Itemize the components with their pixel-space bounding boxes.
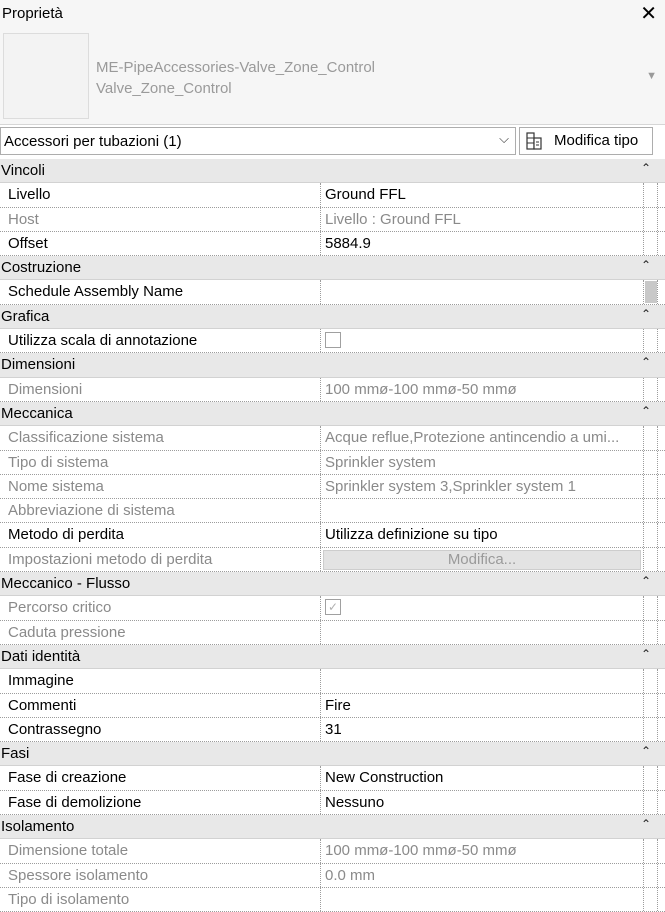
- dropdown-arrow-icon[interactable]: ▼: [646, 70, 657, 82]
- property-value[interactable]: 5884.9: [325, 234, 371, 252]
- property-name: Tipo di isolamento: [0, 888, 321, 911]
- property-row: [0, 208, 665, 232]
- property-value: 0.0 mm: [325, 866, 376, 884]
- collapse-icon[interactable]: ⌃: [641, 161, 652, 175]
- checkbox-checked-icon: ✓: [325, 599, 341, 615]
- property-row: [0, 232, 665, 256]
- property-value[interactable]: Fire: [325, 696, 351, 714]
- property-value[interactable]: 31: [325, 720, 342, 738]
- property-name: Schedule Assembly Name: [0, 280, 321, 303]
- property-row: [0, 475, 665, 499]
- category-name: Costruzione: [1, 259, 82, 277]
- collapse-icon[interactable]: ⌃: [641, 306, 652, 321]
- scrollbar-track[interactable]: [643, 548, 658, 571]
- property-value: 100 mmø-100 mmø-50 mmø: [325, 380, 517, 398]
- scrollbar-track[interactable]: [643, 451, 658, 474]
- property-name: Abbreviazione di sistema: [0, 499, 321, 522]
- type-label: Valve_Zone_Control: [96, 80, 232, 97]
- family-name: ME-PipeAccessories-Valve_Zone_Control: [96, 59, 376, 76]
- category-header[interactable]: [0, 305, 665, 329]
- property-name: Offset: [0, 232, 321, 255]
- collapse-icon[interactable]: ⌃: [641, 574, 652, 589]
- property-row: [0, 791, 665, 815]
- property-row: [0, 669, 665, 693]
- scrollbar-track[interactable]: [643, 839, 658, 862]
- collapse-icon[interactable]: ⌃: [641, 817, 652, 832]
- checkbox[interactable]: [325, 332, 341, 348]
- property-name: Impostazioni metodo di perdita: [0, 548, 321, 571]
- property-name: Fase di creazione: [0, 766, 321, 789]
- category-header[interactable]: [0, 572, 665, 596]
- category-name: Meccanico - Flusso: [1, 575, 131, 593]
- property-name: Dimensioni: [0, 378, 321, 401]
- type-preview-image: [3, 33, 89, 119]
- property-name: Utilizza scala di annotazione: [0, 329, 321, 352]
- property-name: Spessore isolamento: [0, 864, 321, 887]
- category-header[interactable]: [0, 815, 665, 839]
- selection-filter-row: [0, 125, 665, 156]
- category-header[interactable]: [0, 353, 665, 377]
- property-value: [325, 888, 641, 911]
- property-row: [0, 839, 665, 863]
- category-name: Dimensioni: [1, 356, 76, 374]
- properties-title-bar: [0, 0, 665, 30]
- scrollbar-track[interactable]: [643, 694, 658, 717]
- property-row: [0, 548, 665, 572]
- property-value[interactable]: [325, 329, 641, 352]
- property-name: Tipo di sistema: [0, 451, 321, 474]
- property-value: Acque reflue,Protezione antincendio a umi...: [325, 429, 620, 447]
- scrollbar-track[interactable]: [643, 329, 658, 352]
- property-value[interactable]: New Construction: [325, 769, 444, 787]
- property-name: Classificazione sistema: [0, 426, 321, 449]
- panel-title: Proprietà: [2, 5, 63, 22]
- property-row: [0, 183, 665, 207]
- scrollbar-track[interactable]: [643, 475, 658, 498]
- scrollbar-track[interactable]: [643, 499, 658, 522]
- scrollbar-track[interactable]: [643, 208, 658, 231]
- property-row: [0, 888, 665, 912]
- property-name: Contrassegno: [0, 718, 321, 741]
- property-value: [325, 621, 641, 644]
- scrollbar-track[interactable]: [643, 864, 658, 887]
- property-row: [0, 426, 665, 450]
- edit-type-icon: [526, 132, 542, 150]
- category-name: Grafica: [1, 307, 50, 325]
- property-name: Metodo di perdita: [0, 523, 321, 546]
- property-name: Percorso critico: [0, 596, 321, 619]
- scrollbar-thumb[interactable]: [645, 281, 657, 303]
- collapse-icon[interactable]: ⌃: [641, 744, 652, 759]
- property-name: Dimensione totale: [0, 839, 321, 862]
- close-icon[interactable]: ✕: [640, 3, 657, 25]
- type-name: [96, 57, 375, 99]
- collapse-icon[interactable]: ⌃: [641, 258, 652, 273]
- collapse-icon[interactable]: ⌃: [641, 646, 652, 661]
- property-name: Caduta pressione: [0, 621, 321, 644]
- property-value[interactable]: [325, 280, 641, 303]
- properties-grid: [0, 159, 665, 912]
- property-value: Sprinkler system 3,Sprinkler system 1: [325, 477, 576, 495]
- scrollbar-track[interactable]: [643, 280, 658, 303]
- scrollbar-track[interactable]: [643, 791, 658, 814]
- property-row: [0, 718, 665, 742]
- scrollbar-track[interactable]: [643, 426, 658, 449]
- property-value[interactable]: Nessuno: [325, 793, 385, 811]
- property-name: Nome sistema: [0, 475, 321, 498]
- property-row: [0, 621, 665, 645]
- collapse-icon[interactable]: ⌃: [641, 403, 652, 418]
- selection-filter-dropdown[interactable]: [0, 127, 516, 155]
- scrollbar-track[interactable]: [643, 232, 658, 255]
- scrollbar-track[interactable]: [643, 183, 658, 206]
- category-header[interactable]: [0, 256, 665, 280]
- property-row: [0, 766, 665, 790]
- scrollbar-track[interactable]: [643, 718, 658, 741]
- category-header[interactable]: [0, 159, 665, 183]
- property-row: [0, 864, 665, 888]
- property-row: [0, 451, 665, 475]
- property-name: Host: [0, 208, 321, 231]
- selection-filter-label: Accessori per tubazioni (1): [4, 133, 182, 150]
- property-row: [0, 378, 665, 402]
- chevron-down-icon[interactable]: ⌵: [499, 131, 509, 146]
- type-selector[interactable]: [0, 30, 665, 125]
- category-name: Dati identità: [1, 647, 81, 665]
- property-value: 100 mmø-100 mmø-50 mmø: [325, 842, 517, 860]
- category-name: Vincoli: [1, 162, 45, 179]
- collapse-icon[interactable]: ⌃: [641, 355, 652, 370]
- property-name: Fase di demolizione: [0, 791, 321, 814]
- edit-type-button[interactable]: [519, 127, 653, 155]
- property-name: Commenti: [0, 694, 321, 717]
- property-row: [0, 694, 665, 718]
- property-row: [0, 499, 665, 523]
- property-value[interactable]: Ground FFL: [325, 186, 406, 204]
- category-name: Fasi: [1, 745, 30, 763]
- scrollbar-track[interactable]: [643, 378, 658, 401]
- property-value: [325, 596, 641, 619]
- category-name: Meccanica: [1, 404, 73, 422]
- scrollbar-track[interactable]: [643, 523, 658, 546]
- property-row: [0, 280, 665, 304]
- scrollbar-track[interactable]: [643, 888, 658, 911]
- property-row: [0, 329, 665, 353]
- property-value: Livello : Ground FFL: [325, 210, 461, 228]
- property-name: Immagine: [0, 669, 321, 692]
- scrollbar-track[interactable]: [643, 766, 658, 789]
- scrollbar-track[interactable]: [643, 596, 658, 619]
- edit-loss-method-button[interactable]: Modifica...: [323, 550, 641, 570]
- property-value[interactable]: [325, 669, 641, 692]
- property-row: [0, 523, 665, 547]
- property-row: [0, 596, 665, 620]
- scrollbar-track[interactable]: [643, 669, 658, 692]
- category-header[interactable]: [0, 402, 665, 426]
- category-name: Isolamento: [1, 818, 75, 836]
- property-value: [325, 499, 641, 522]
- property-name: Livello: [0, 183, 321, 206]
- category-header[interactable]: [0, 742, 665, 766]
- edit-type-label: Modifica tipo: [554, 132, 639, 149]
- property-value: Sprinkler system: [325, 453, 436, 471]
- property-value[interactable]: Utilizza definizione su tipo: [325, 526, 498, 544]
- category-header[interactable]: [0, 645, 665, 669]
- scrollbar-track[interactable]: [643, 621, 658, 644]
